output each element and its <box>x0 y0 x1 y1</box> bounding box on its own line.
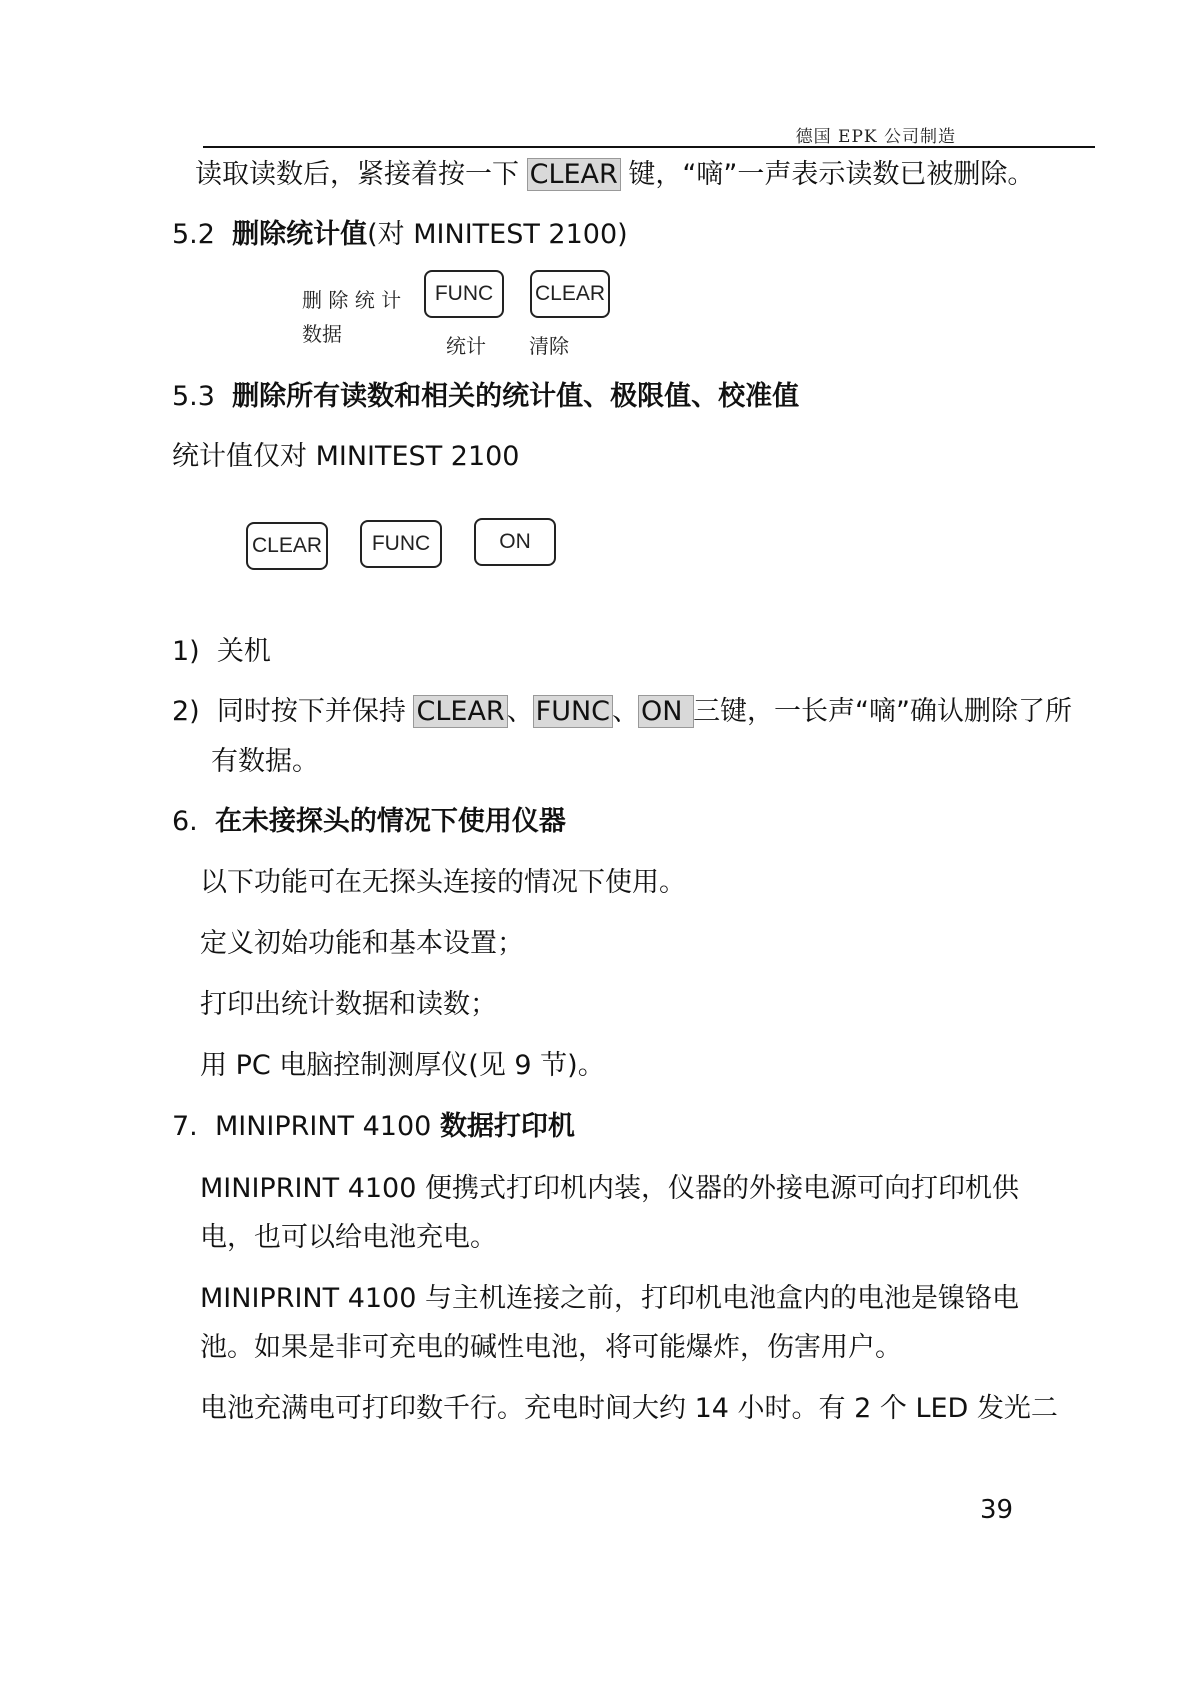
paragraph: 用 PC 电脑控制测厚仪(见 9 节)。 <box>200 1050 605 1081</box>
section-number: 5.3 <box>172 381 215 412</box>
func-key-label: FUNC <box>535 696 611 727</box>
delete-stats-label-line2: 数据 <box>302 322 342 346</box>
on-key-label: ON <box>641 696 692 727</box>
func-key: FUNC <box>424 270 504 318</box>
section-title: 删除所有读数和相关的统计值、极限值、校准值 <box>232 381 800 412</box>
separator: 、 <box>612 696 640 727</box>
step-text: 关机 <box>216 636 271 667</box>
section-5-3-heading <box>172 380 799 414</box>
page-header-title: 德国 EPK 公司制造 <box>795 127 956 147</box>
section-5-2-heading <box>172 218 628 252</box>
paragraph: 电，也可以给电池充电。 <box>200 1222 497 1253</box>
step-number: 1) <box>172 636 200 667</box>
page-number: 39 <box>980 1495 1014 1525</box>
section-number: 6. <box>172 806 198 837</box>
step-text-a: 同时按下并保持 <box>216 696 415 727</box>
section-subtitle: (对 MINITEST 2100) <box>367 219 628 250</box>
section-number: 5.2 <box>172 219 215 250</box>
paragraph: 电池充满电可打印数千行。充电时间大约 14 小时。有 2 个 LED 发光二 <box>200 1393 1058 1424</box>
clear-key-label: CLEAR <box>529 159 618 190</box>
intro-text-a: 读取读数后，紧接着按一下 <box>195 159 528 190</box>
section-title-prefix: MINIPRINT 4100 <box>214 1111 440 1142</box>
step-2 <box>172 695 1072 729</box>
paragraph: 定义初始功能和基本设置； <box>200 928 524 959</box>
step-number: 2) <box>172 696 200 727</box>
clear-key: CLEAR <box>246 522 328 570</box>
separator: 、 <box>506 696 534 727</box>
on-key: ON <box>474 518 556 566</box>
clear-key: CLEAR <box>530 270 610 318</box>
intro-line <box>195 158 1034 192</box>
func-key-caption: 统计 <box>446 334 486 358</box>
section-number: 7. <box>172 1111 198 1142</box>
clear-key-label: CLEAR <box>416 696 505 727</box>
paragraph: MINIPRINT 4100 与主机连接之前，打印机电池盒内的电池是镍铬电 <box>200 1283 1019 1314</box>
section-title: 数据打印机 <box>439 1111 575 1142</box>
paragraph: 打印出统计数据和读数； <box>200 989 497 1020</box>
paragraph: 池。如果是非可充电的碱性电池，将可能爆炸，伤害用户。 <box>200 1332 902 1363</box>
stats-note: 统计值仅对 MINITEST 2100 <box>172 441 520 472</box>
step-text-b: 三键，一长声“嘀”确认删除了所 <box>693 696 1073 727</box>
paragraph: MINIPRINT 4100 便携式打印机内装，仪器的外接电源可向打印机供 <box>200 1173 1019 1204</box>
func-key: FUNC <box>360 520 442 568</box>
intro-text-b: 键，“嘀”一声表示读数已被删除。 <box>619 159 1035 190</box>
clear-key-caption: 清除 <box>529 334 569 358</box>
delete-stats-label-line1: 删 除 统 计 <box>302 288 402 312</box>
step-2-continued: 有数据。 <box>211 746 319 777</box>
section-title: 删除统计值 <box>232 219 368 250</box>
section-6-heading <box>172 805 566 839</box>
header-rule <box>203 146 1095 148</box>
section-7-heading <box>172 1110 575 1144</box>
step-1 <box>172 635 271 669</box>
section-title: 在未接探头的情况下使用仪器 <box>214 806 566 837</box>
paragraph: 以下功能可在无探头连接的情况下使用。 <box>200 867 686 898</box>
